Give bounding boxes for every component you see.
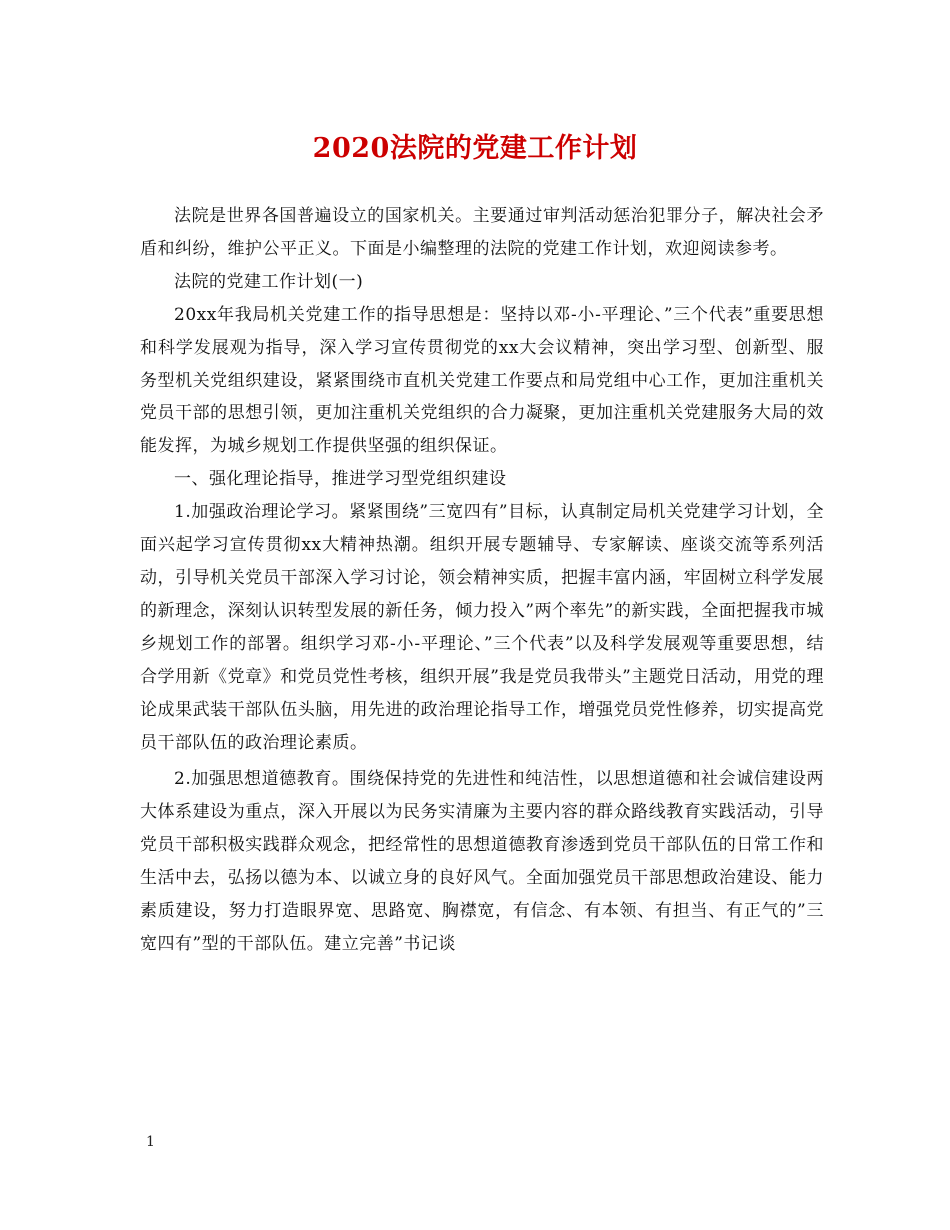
item-paragraph: 2.加强思想道德教育。围绕保持党的先进性和纯洁性，以思想道德和社会诚信建设两大体系建设为重点，深入开展以为民务实清廉为主要内容的群众路线教育实践活动，引导党员干部积极实践群众观念，把经常性的思想道德教育渗透到党员干部队伍的日常工作和生活中去，弘扬以德为本、以诚立身的良好风气。全面加强党员干部思想政治建设、能力素质建设，努力打造眼界宽、思路宽、胸襟宽，有信念、有本领、有担当、有正气的”三宽四有”型的干部队伍。建立完善”书记谈: [140, 769, 824, 954]
document-body: [140, 200, 824, 961]
section-heading: 一、强化理论指导，推进学习型党组织建设: [174, 469, 507, 490]
item-paragraph: 1.加强政治理论学习。紧紧围绕”三宽四有”目标，认真制定局机关党建学习计划，全面兴起学习宣传贯彻xx大精神热潮。组织开展专题辅导、专家解读、座谈交流等系列活动，引导机关党员干部深入学习讨论，领会精神实质，把握丰富内涵，牢固树立科学发展的新理念，深刻认识转型发展的新任务，倾力投入”两个率先”的新实践，全面把握我市城乡规划工作的部署。组织学习邓-小-平理论、”三个代表”以及科学发展观等重要思想，结合学用新《党章》和党员党性考核，组织开展”我是党员我带头”主题党日活动，用党的理论成果武装干部队伍头脑，用先进的政治理论指导工作，增强党员党性修养，切实提高党员干部队伍的政治理论素质。: [140, 502, 824, 753]
intro-paragraph: 法院是世界各国普遍设立的国家机关。主要通过审判活动惩治犯罪分子，解决社会矛盾和纠纷，维护公平正义。下面是小编整理的法院的党建工作计划，欢迎阅读参考。: [140, 206, 824, 259]
section-heading: 法院的党建工作计划(一): [174, 271, 364, 292]
page-number: 1: [146, 1134, 155, 1150]
document-title: 2020法院的党建工作计划: [312, 133, 638, 164]
guiding-thought-paragraph: 20xx年我局机关党建工作的指导思想是：坚持以邓-小-平理论、”三个代表”重要思想和科学发展观为指导，深入学习宣传贯彻党的xx大会议精神，突出学习型、创新型、服务型机关党组织建设，紧紧围绕市直机关党建工作要点和局党组中心工作，更加注重机关党员干部的思想引领，更加注重机关党组织的合力凝聚，更加注重机关党建服务大局的效能发挥，为城乡规划工作提供坚强的组织保证。: [140, 304, 824, 457]
